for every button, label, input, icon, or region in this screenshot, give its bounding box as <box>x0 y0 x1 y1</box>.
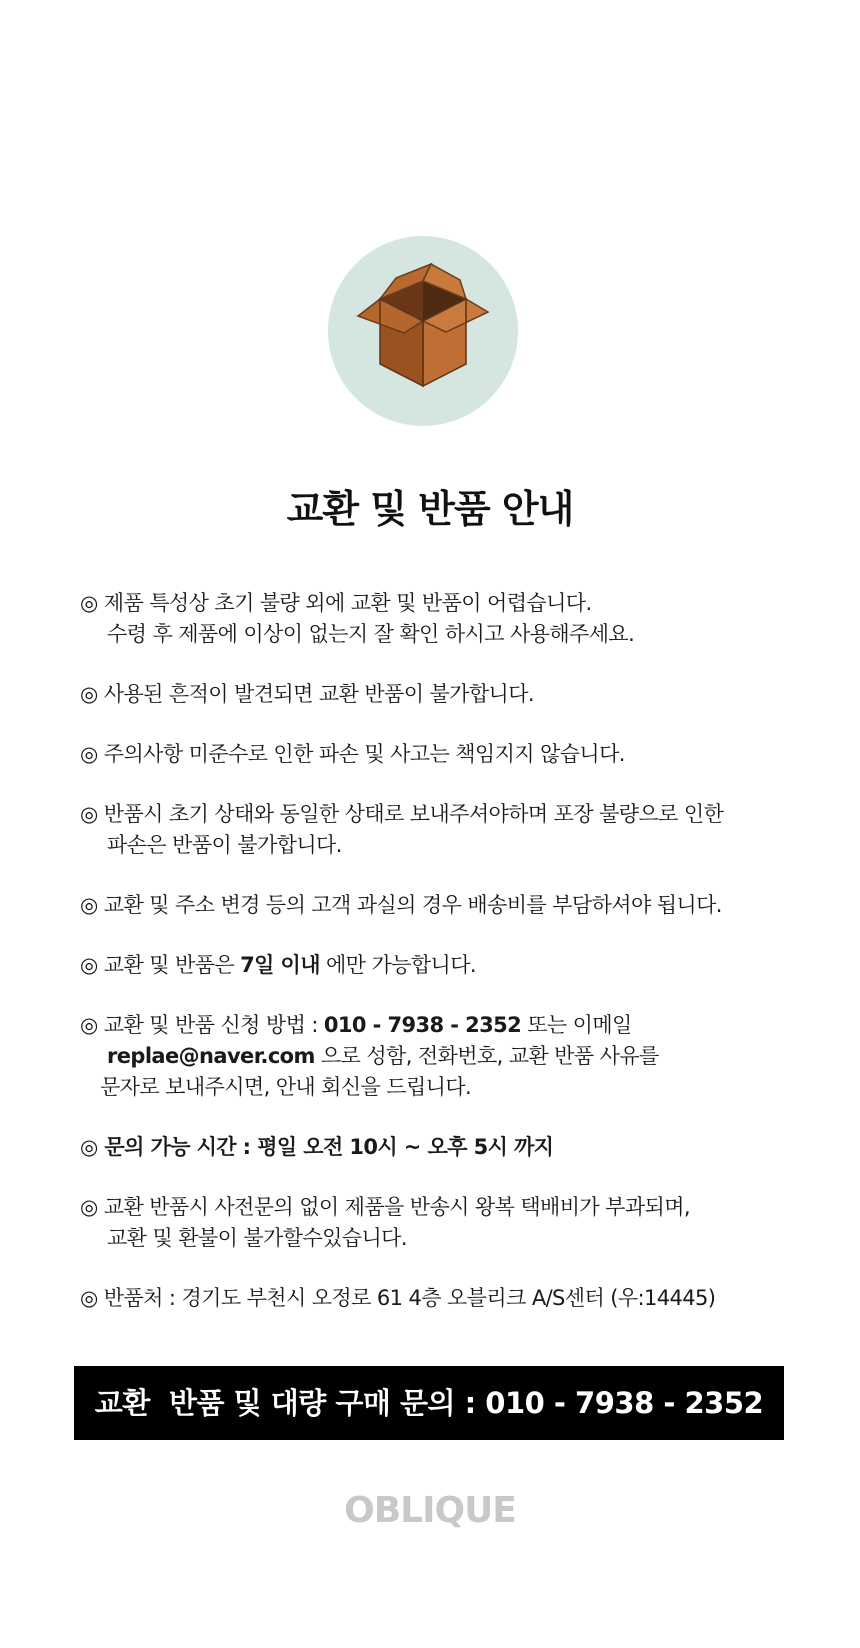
notice-text: 에만 가능합니다. <box>319 953 476 977</box>
notice-line: 파손은 반품이 불가합니다. <box>107 833 342 857</box>
notice-line <box>80 1041 800 1072</box>
notice-text: ◎ 교환 및 반품은 <box>80 953 241 977</box>
notice-text: 으로 성함, 전화번호, 교환 반품 사유를 <box>314 1044 659 1068</box>
notice-item <box>80 1010 800 1103</box>
notice-item <box>80 799 800 861</box>
notice-line: 교환 및 환불이 불가할수있습니다. <box>107 1226 407 1250</box>
return-period: 7일 이내 <box>240 953 320 977</box>
notice-line: ◎ 주의사항 미준수로 인한 파손 및 사고는 책임지지 않습니다. <box>80 742 625 766</box>
notice-list <box>80 588 800 1343</box>
notice-line: 문자로 보내주시면, 안내 회신을 드립니다. <box>100 1075 472 1099</box>
notice-item <box>80 950 800 981</box>
page-title: 교환 및 반품 안내 <box>286 487 574 531</box>
notice-item <box>80 890 800 921</box>
notice-item <box>80 1283 800 1314</box>
notice-item <box>80 1132 800 1163</box>
notice-line: ◎ 교환 반품시 사전문의 없이 제품을 반송시 왕복 택배비가 부과되며, <box>80 1195 690 1219</box>
box-icon-circle <box>328 236 518 426</box>
notice-line: ◎ 제품 특성상 초기 불량 외에 교환 및 반품이 어렵습니다. <box>80 591 592 615</box>
notice-item <box>80 1192 800 1254</box>
notice-line: ◎ 문의 가능 시간 : 평일 오전 10시 ~ 오후 5시 까지 <box>80 1135 554 1159</box>
contact-banner: 교환 반품 및 대량 구매 문의 : 010 - 7938 - 2352 <box>74 1366 784 1440</box>
notice-line: ◎ 반품시 초기 상태와 동일한 상태로 보내주셔야하며 포장 불량으로 인한 <box>80 802 724 826</box>
email-address: replae@naver.com <box>107 1044 315 1068</box>
notice-line: ◎ 교환 및 주소 변경 등의 고객 과실의 경우 배송비를 부담하셔야 됩니다. <box>80 893 722 917</box>
open-cardboard-box-icon <box>328 236 518 426</box>
notice-line: ◎ 반품처 : 경기도 부천시 오정로 61 4층 오블리크 A/S센터 (우:14445) <box>80 1286 716 1310</box>
notice-text: ◎ 교환 및 반품 신청 방법 : <box>80 1013 324 1037</box>
notice-item <box>80 739 800 770</box>
brand-logo: OBLIQUE <box>344 1490 516 1531</box>
notice-line: 수령 후 제품에 이상이 없는지 잘 확인 하시고 사용해주세요. <box>107 622 635 646</box>
phone-number: 010 - 7938 - 2352 <box>323 1013 522 1037</box>
notice-text: 또는 이메일 <box>521 1013 632 1037</box>
notice-line <box>80 1010 800 1041</box>
notice-line: ◎ 사용된 흔적이 발견되면 교환 반품이 불가합니다. <box>80 682 534 706</box>
notice-line <box>80 950 800 981</box>
notice-item <box>80 679 800 710</box>
notice-item <box>80 588 800 650</box>
